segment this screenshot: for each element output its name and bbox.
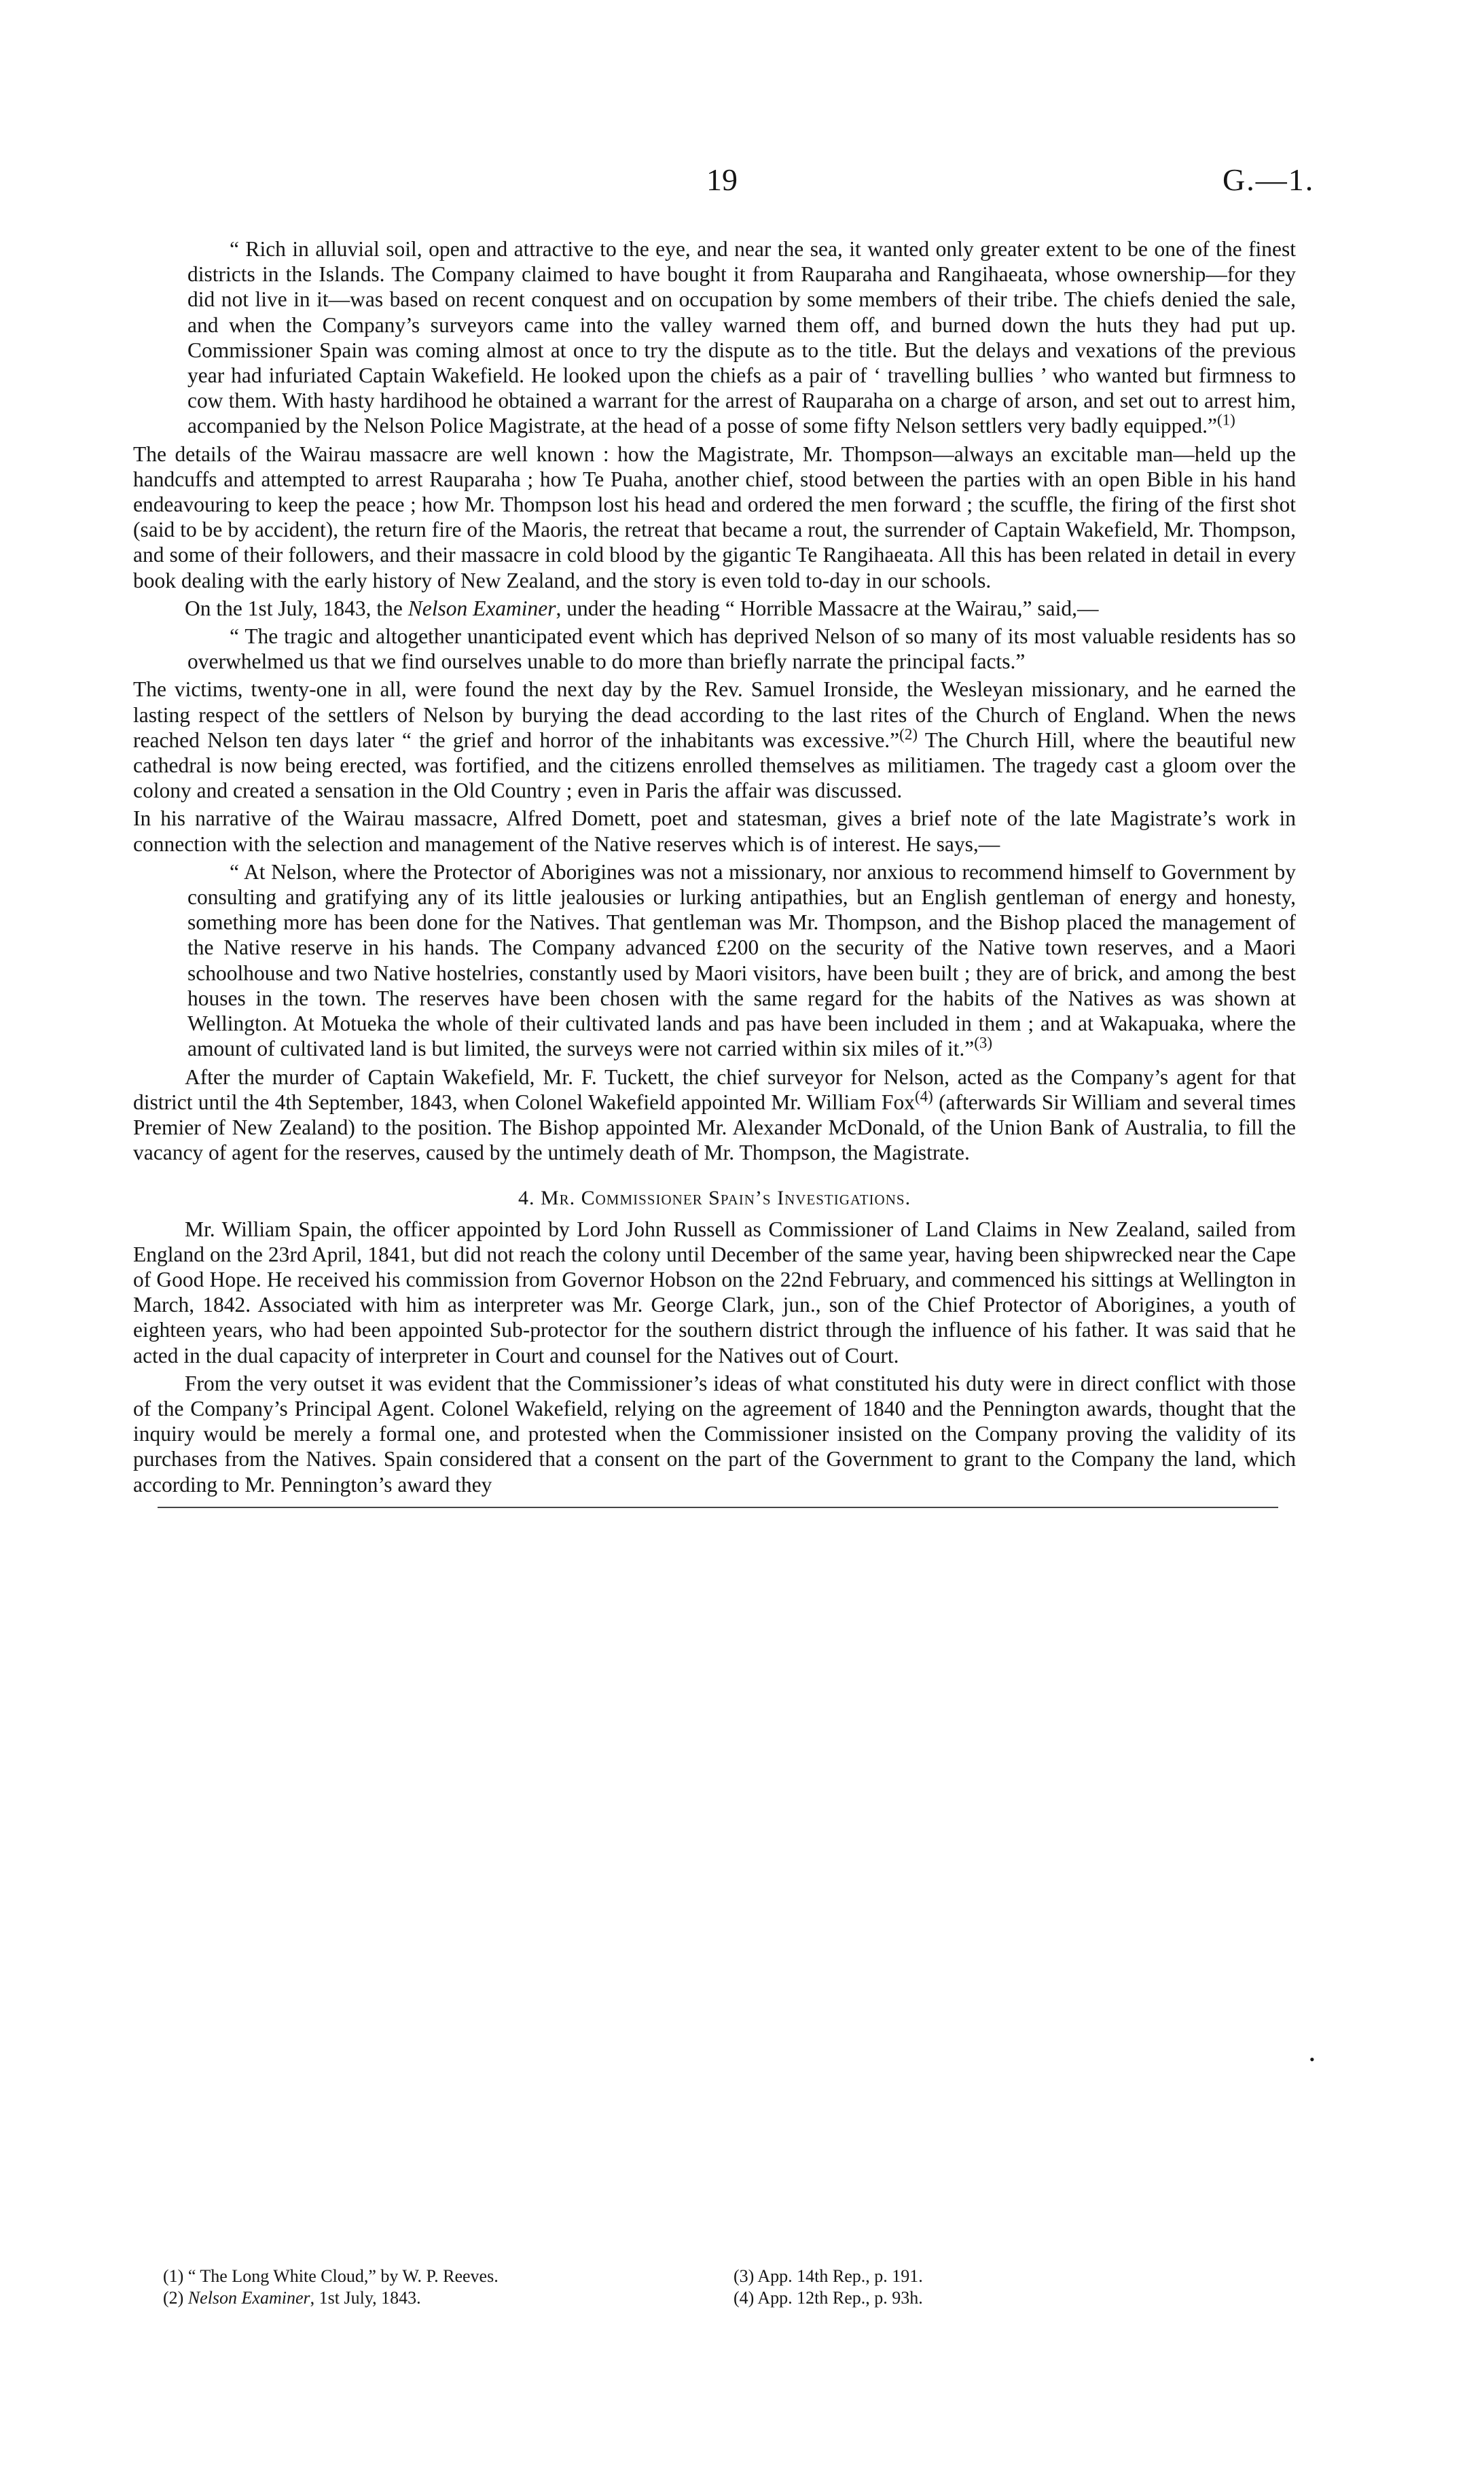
margin-mark: • bbox=[1309, 2051, 1315, 2068]
paragraph-text: The victims, twenty-one in all, were found the next day by the Rev. Samuel Ironside, the Wesleyan missionary, and he earned the lasting respect of the settlers of Nelson by burying the dead according to the last rites of the Church of England. When the news reached Nelson ten days later “ the grief and horror of the inhabitants was excessive.” bbox=[133, 677, 1296, 752]
footnote-ref: (4) bbox=[914, 1088, 933, 1105]
footnote-3: (3) App. 14th Rep., p. 191. bbox=[734, 2266, 923, 2286]
footnote-ref: (3) bbox=[974, 1034, 993, 1052]
newspaper-title: Nelson Examiner bbox=[408, 596, 556, 620]
footnote-divider bbox=[158, 1507, 1278, 1508]
footnote-number: (2) bbox=[163, 2288, 188, 2308]
paragraph-victims bbox=[133, 677, 1296, 803]
paragraph-tuckett bbox=[133, 1064, 1296, 1166]
footnotes-right bbox=[734, 2266, 923, 2309]
footnote-1: (1) “ The Long White Cloud,” by W. P. Reeves. bbox=[163, 2266, 499, 2286]
quote-paragraph-2: “ The tragic and altogether unanticipated event which has deprived Nelson of so many of its most valuable residents has so overwhelmed us that we find ourselves unable to do more than briefly narrate the principal facts.” bbox=[187, 624, 1296, 674]
paragraph-nelson-examiner bbox=[133, 596, 1296, 621]
document-reference: G.—1. bbox=[1223, 162, 1315, 197]
section-heading: 4. Mr. Commissioner Spain’s Investigations. bbox=[518, 1187, 911, 1210]
paragraph-text: The Church Hill, where the beautiful new cathedral is now being erected, was fortified, and the citizens enrolled themselves as militiamen. The tragedy cast a gloom over the colony and created a sensation in the Old Country ; even in Paris the affair was discussed. bbox=[133, 728, 1296, 803]
paragraph-text: On the 1st July, 1843, the bbox=[185, 596, 408, 620]
page-header bbox=[0, 162, 1484, 208]
paragraph-text: After the murder of Captain Wakefield, Mr. F. Tuckett, the chief surveyor for Nelson, acted as the Company’s agent for that district until the 4th September, 1843, when Colonel Wakefield appointed Mr. William Fox bbox=[133, 1064, 1296, 1114]
footnotes-left bbox=[163, 2266, 499, 2309]
quote-paragraph-1 bbox=[187, 236, 1296, 439]
page-body bbox=[133, 236, 1296, 1508]
paragraph-wairau-details: The details of the Wairau massacre are well known : how the Magistrate, Mr. Thompson—always an excitable man—held up the handcuffs and attempted to arrest Rauparaha ; how Te Puaha, another chief, stood between the parties with an open Bible in his hand endeavouring to keep the peace ; how Mr. Thompson lost his head and ordered the men forward ; the scuffle, the firing of the first shot (said to be by accident), the return fire of the Maoris, the retreat that became a rout, the surrender of Captain Wakefield, Mr. Thompson, and some of their followers, and their massacre in cold blood by the gigantic Te Rangihaeata. All this has been related in detail in every book dealing with the early history of New Zealand, and the story is even told to-day in our schools. bbox=[133, 442, 1296, 592]
paragraph-domett: In his narrative of the Wairau massacre, Alfred Domett, poet and statesman, gives a brief note of the late Magistrate’s work in connection with the selection and management of the Native reserves which is of interest. He says,— bbox=[133, 806, 1296, 856]
paragraph-text: , under the heading “ Horrible Massacre at the Wairau,” said,— bbox=[556, 596, 1099, 620]
footnote-2 bbox=[163, 2287, 499, 2309]
paragraph-commissioner-conflict: From the very outset it was evident that the Commissioner’s ideas of what constituted his duty were in direct conflict with those of the Company’s Principal Agent. Colonel Wakefield, relying on the agreement of 1840 and the Pennington awards, thought that the inquiry would be merely a formal one, and protested when the Commissioner insisted on the Company proving the validity of its purchases from the Natives. Spain considered that a consent on the part of the Government to grant to the Company the land, which according to Mr. Pennington’s award they bbox=[133, 1371, 1296, 1497]
page-number: 19 bbox=[706, 162, 738, 197]
footnote-ref: (2) bbox=[899, 726, 918, 743]
quote-text: “ At Nelson, where the Protector of Aborigines was not a missionary, nor anxious to recommend himself to Government by consulting and gratifying any of its little jealousies or lurking antipathies, but an English gentleman of energy and honesty, something more has been done for the Natives. That gentleman was Mr. Thompson, and the Bishop placed the management of the Native reserve in his hands. The Company advanced £200 on the security of the Native town reserves, and a Maori schoolhouse and two Native hostelries, constantly used by Maori visitors, have been built ; they are of brick, and among the best houses in the town. The reserves have been chosen with the same regard for the habits of the Natives as was shown at Wellington. At Motueka the whole of their cultivated lands and pas have been included in them ; and at Wakapuaka, where the amount of cultivated land is but limited, the surveys were not carried within six miles of it.” bbox=[187, 859, 1296, 1061]
paragraph-text: (afterwards Sir William and several times Premier of New Zealand) to the position. The Bishop appointed Mr. Alexander McDonald, of the Union Bank of Australia, to fill the vacancy of agent for the reserves, caused by the untimely death of Mr. Thompson, the Magistrate. bbox=[133, 1090, 1296, 1165]
quote-text: “ Rich in alluvial soil, open and attractive to the eye, and near the sea, it wanted only greater extent to be one of the finest districts in the Islands. The Company claimed to have bought it from Rauparaha and Rangihaeata, whose ownership—for they did not live in it—was based on recent conquest and on occupation by some members of their tribe. The chiefs denied the sale, and when the Company’s surveyors came into the valley warned them off, and burned down the huts they had put up. Commissioner Spain was coming almost at once to try the dispute as to the title. But the delays and vexations of the previous year had infuriated Captain Wakefield. He looked upon the chiefs as a pair of ‘ travelling bullies ’ who wanted but firmness to cow them. With hasty hardihood he obtained a warrant for the arrest of Rauparaha on a charge of arson, and set out to arrest him, accompanied by the Nelson Police Magistrate, at the head of a posse of some fifty Nelson settlers very badly equipped.” bbox=[187, 237, 1296, 438]
paragraph-spain: Mr. William Spain, the officer appointed by Lord John Russell as Commissioner of Land Claims in New Zealand, sailed from England on the 23rd April, 1841, but did not reach the colony until December of the same year, having been shipwrecked near the Cape of Good Hope. He received his commission from Governor Hobson on the 22nd February, and commenced his sittings at Wellington in March, 1842. Associated with him as interpreter was Mr. George Clark, jun., son of the Chief Protector of Aborigines, a youth of eighteen years, who had been appointed Sub-protector for the southern district through the influence of his father. It was said that he acted in the dual capacity of interpreter in Court and counsel for the Natives out of Court. bbox=[133, 1217, 1296, 1367]
quote-paragraph-3 bbox=[187, 859, 1296, 1062]
footnote-title: Nelson Examiner bbox=[187, 2288, 310, 2308]
footnote-text: , 1st July, 1843. bbox=[310, 2288, 421, 2308]
footnote-ref: (1) bbox=[1216, 411, 1235, 429]
footnote-4: (4) App. 12th Rep., p. 93h. bbox=[734, 2288, 923, 2308]
